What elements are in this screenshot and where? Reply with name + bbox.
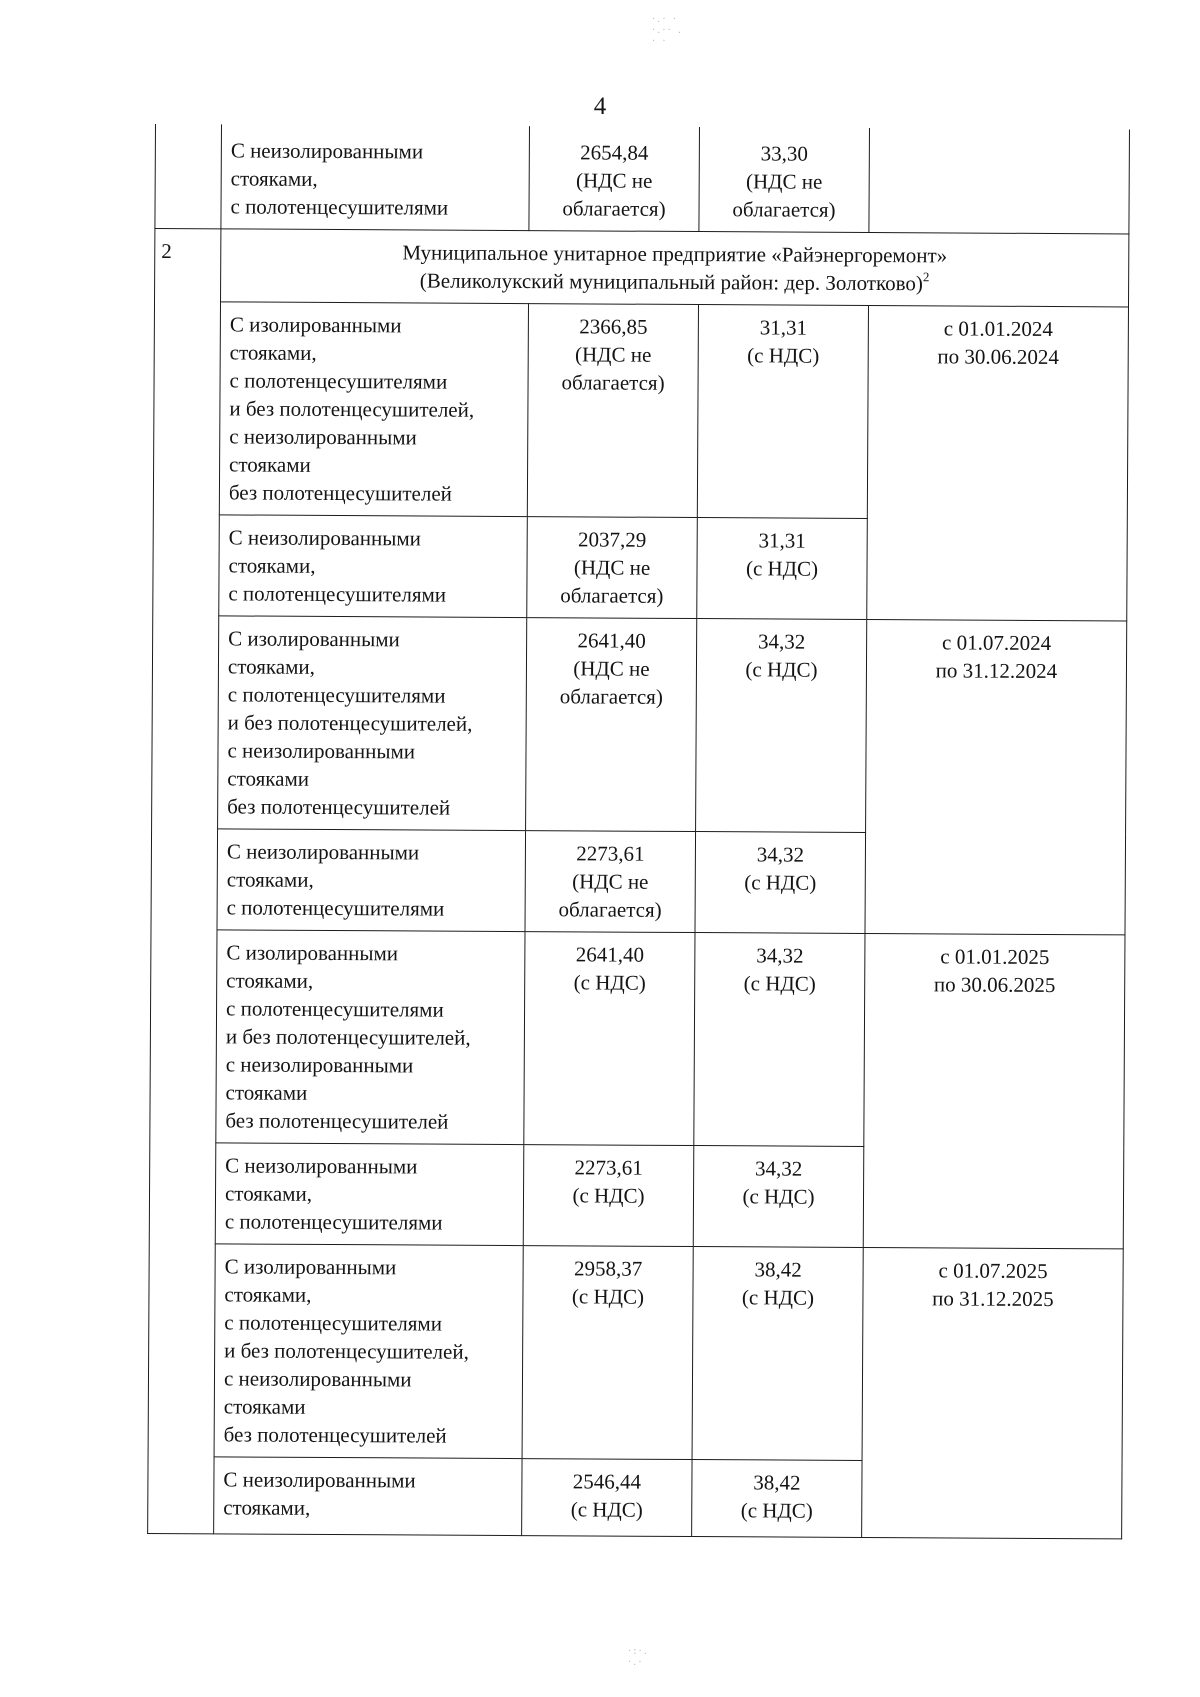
price-cell: 2037,29 (НДС не облагается) bbox=[527, 517, 698, 619]
description-cell: С изолированными стояками, с полотенцесушителями и без полотенцесушителей, с неизолированными стояками без полотенцесушителей bbox=[216, 930, 525, 1145]
volume-cell: 31,31 (с НДС) bbox=[697, 305, 868, 519]
price-cell: 2958,37 (с НДС) bbox=[522, 1246, 693, 1460]
volume-cell: 34,32 (с НДС) bbox=[695, 832, 866, 934]
description-cell: С изолированными стояками, с полотенцесушителями и без полотенцесушителей, с неизолированными стояками без полотенцесушителей bbox=[218, 616, 527, 831]
period-cell bbox=[869, 128, 1130, 234]
period-cell: с 01.01.2025 по 30.06.2025 bbox=[863, 933, 1125, 1248]
period-cell: с 01.01.2024 по 30.06.2024 bbox=[867, 305, 1129, 620]
table-row-organization bbox=[155, 229, 1129, 307]
description-cell: С неизолированными стояками, bbox=[214, 1457, 522, 1536]
table-row bbox=[153, 302, 1128, 520]
description-cell: С неизолированными стояками, с полотенцесушителями bbox=[217, 829, 526, 932]
table-row bbox=[152, 615, 1127, 833]
description-cell: С неизолированными стояками, с полотенцесушителями bbox=[215, 1143, 524, 1246]
price-cell: 2641,40 (НДС не облагается) bbox=[526, 618, 697, 832]
volume-cell: 34,32 (с НДС) bbox=[693, 1146, 864, 1248]
price-cell: 2273,61 (НДС не облагается) bbox=[525, 831, 696, 933]
table-row bbox=[148, 1243, 1123, 1461]
row-number-cell bbox=[155, 124, 222, 229]
price-cell: 2654,84 (НДС не облагается) bbox=[529, 126, 700, 231]
description-cell: С неизолированными стояками, с полотенцесушителями bbox=[221, 124, 530, 230]
tariff-table bbox=[147, 124, 1130, 1539]
price-cell: 2273,61 (с НДС) bbox=[523, 1145, 694, 1247]
description-cell: С изолированными стояками, с полотенцесушителями и без полотенцесушителей, с неизолированными стояками без полотенцесушителей bbox=[219, 302, 528, 517]
price-cell: 2366,85 (НДС не облагается) bbox=[527, 304, 698, 518]
table-row-continuation bbox=[155, 124, 1130, 234]
page-number: 4 bbox=[593, 93, 607, 120]
volume-cell: 31,31 (с НДС) bbox=[697, 518, 868, 620]
period-cell: с 01.07.2024 по 31.12.2024 bbox=[865, 619, 1127, 934]
row-number-cell: 2 bbox=[148, 229, 221, 1534]
price-cell: 2641,40 (с НДС) bbox=[524, 932, 695, 1146]
volume-cell: 33,30 (НДС не облагается) bbox=[699, 127, 870, 232]
scan-speck-bottom: ·:·. ·.· bbox=[628, 1646, 649, 1668]
organization-name: Муниципальное унитарное предприятие «Райэнергоремонт» bbox=[402, 240, 948, 268]
volume-cell: 34,32 (с НДС) bbox=[696, 619, 867, 833]
scan-speck-top: ·.· · ·.·· . · · bbox=[652, 14, 684, 47]
footnote-marker: 2 bbox=[922, 269, 930, 285]
volume-cell: 38,42 (с НДС) bbox=[692, 1460, 862, 1538]
description-cell: С изолированными стояками, с полотенцесушителями и без полотенцесушителей, с неизолированными стояками без полотенцесушителей bbox=[214, 1244, 523, 1459]
period-cell: с 01.07.2025 по 31.12.2025 bbox=[862, 1247, 1124, 1538]
table-row bbox=[150, 929, 1125, 1147]
volume-cell: 38,42 (с НДС) bbox=[692, 1247, 863, 1461]
description-cell: С неизолированными стояками, с полотенцесушителями bbox=[219, 515, 528, 618]
volume-cell: 34,32 (с НДС) bbox=[694, 933, 865, 1147]
organization-location: (Великолукский муниципальный район: дер. Золотково) bbox=[419, 268, 923, 296]
price-cell: 2546,44 (с НДС) bbox=[522, 1459, 692, 1537]
organization-cell bbox=[221, 229, 1129, 307]
